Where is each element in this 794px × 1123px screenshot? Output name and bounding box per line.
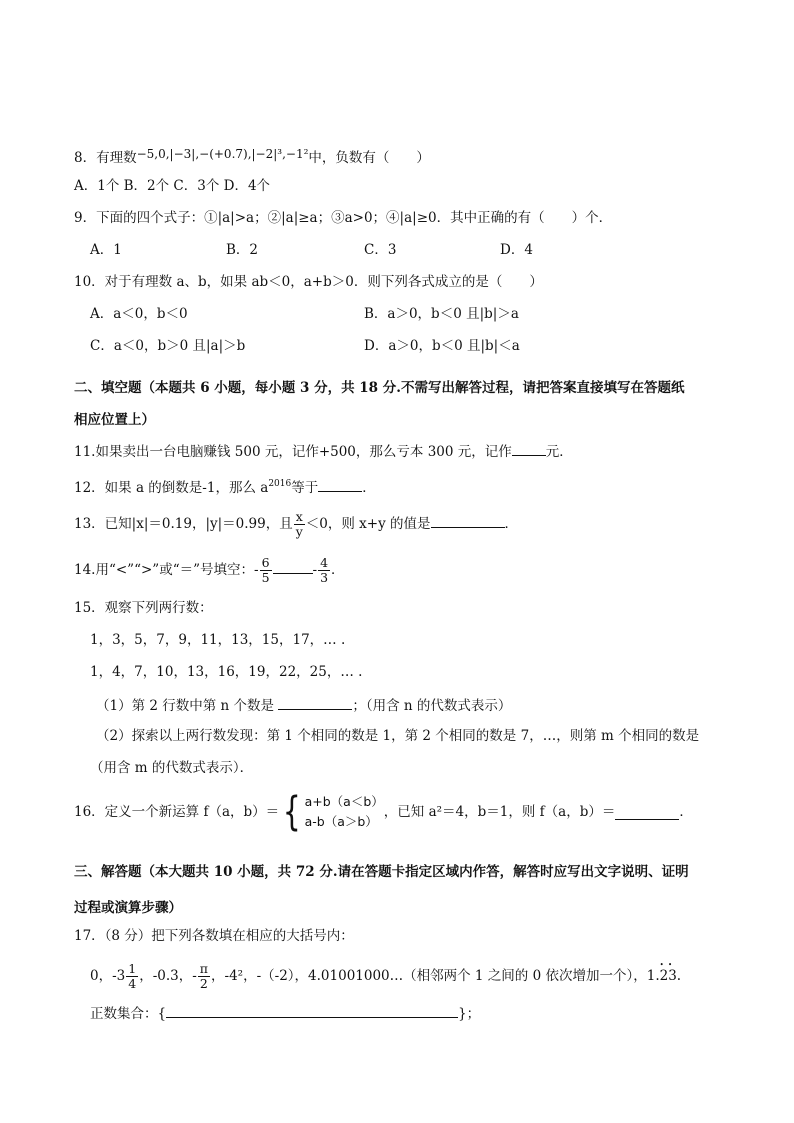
q15-sub1-prefix: （1）第 2 行数中第 n 个数是 (96, 698, 275, 714)
q13-denominator: y (295, 524, 303, 539)
q17-set-label: 正数集合：{ (90, 1006, 167, 1022)
q14-minus: - (312, 562, 318, 578)
q11-suffix: 元． (545, 444, 573, 460)
q16-brace: { (282, 789, 301, 835)
question-16 (74, 789, 693, 835)
q17-numbers-part-1: 0，-3 (90, 968, 126, 984)
q17-set-suffix: }； (458, 1006, 481, 1022)
q17-f2-numerator: π (199, 961, 209, 976)
q14-suffix: ． (331, 562, 345, 578)
section-3-heading: 三、解答题（本大题共 10 小题，共 72 分.请在答题卡指定区域内作答，解答时应写出文字说明、证明 (74, 864, 689, 880)
q13-mid: ＜0，则 x+y 的值是 (305, 516, 431, 532)
question-12 (74, 476, 376, 498)
q8-prefix: 8．有理数 (74, 150, 137, 166)
q14-f2-numerator: 4 (320, 555, 329, 570)
q16-case-1: a+b（a＜b） (304, 794, 384, 809)
question-15: 15．观察下列两行数： (74, 600, 213, 616)
question-9: 9．下面的四个式子：①|a|>a；②|a|≥a；③a>0；④|a|≥0．其中正确的有（ ）个． (74, 210, 613, 226)
q13-prefix: 13．已知|x|＝0.19，|y|＝0.99，且 (74, 516, 293, 532)
q14-fraction-1 (260, 556, 272, 585)
q8-options: A．1个 B．2个 C．3个 D．4个 (74, 178, 271, 194)
q8-suffix: 中，负数有（ ） (308, 150, 430, 166)
section-3-heading-cont: 过程或演算步骤） (74, 900, 182, 916)
q11-answer-blank (512, 440, 546, 456)
q12-answer-blank (318, 476, 362, 492)
q14-answer-blank (273, 558, 313, 574)
q15-sub-2-cont: （用含 m 的代数式表示）． (90, 760, 254, 776)
q17-positive-set (90, 1002, 480, 1024)
q13-answer-blank (431, 512, 505, 528)
q17-f2-denominator: 2 (199, 976, 208, 991)
q17-numbers-part-4: . (676, 968, 682, 984)
q9-option-d: D．4 (500, 242, 533, 258)
q12-exponent: 2016 (268, 479, 292, 489)
q17-fraction-quarter (126, 962, 138, 991)
q17-repeating-decimal: • • 23 (660, 966, 677, 986)
q16-mid: ，已知 a²＝4，b＝1，则 f（a，b）＝ (383, 804, 616, 820)
q15-sub1-suffix: ；（用含 n 的代数式表示） (352, 698, 512, 714)
q12-prefix: 12．如果 a 的倒数是-1，那么 a (74, 480, 269, 496)
q14-f2-denominator: 3 (320, 570, 329, 585)
q8-math: −5,0,|−3|,−(+0.7),|−2|³,−1² (136, 147, 309, 161)
section-2-heading-cont: 相应位置上） (74, 412, 155, 428)
q14-fraction-2 (318, 556, 330, 585)
q11-text: 11.如果卖出一台电脑赚钱 500 元，记作+500，那么亏本 300 元，记作 (74, 444, 512, 460)
q15-sub1-blank (278, 694, 352, 710)
q17-numbers (90, 962, 681, 991)
q16-prefix: 16．定义一个新运算 f（a，b）＝ (74, 804, 280, 820)
q13-numerator: x (295, 509, 303, 524)
q17-numbers-part-3: ，-4²，-（-2），4.01001000…（相邻两个 1 之间的 0 依次增加一个），1. (211, 968, 660, 984)
q15-sub-2: （2）探索以上两行数发现：第 1 个相同的数是 1，第 2 个相同的数是 7，…，则第 m 个相同的数是 (96, 728, 700, 744)
q15-row-1: 1，3，5，7，9，11，13，15，17，… . (90, 632, 346, 648)
q13-suffix: ． (504, 516, 519, 532)
q14-prefix: 14.用“<”“>”或“＝”号填空：- (74, 562, 259, 578)
q17-fraction-pi (198, 962, 210, 991)
q10-option-b: B．a＞0，b＜0 且|b|＞a (364, 306, 519, 322)
question-10: 10．对于有理数 a、b，如果 ab＜0，a+b＞0．则下列各式成立的是（ ） (74, 274, 543, 290)
q12-suffix: ． (362, 480, 376, 496)
q13-fraction (294, 510, 305, 539)
q15-row-2: 1，4，7，10，13，16，19，22，25，… . (90, 664, 363, 680)
q16-cases (305, 792, 384, 832)
q17-numbers-part-2: ，-0.3，- (139, 968, 197, 984)
q14-f1-denominator: 5 (261, 570, 270, 585)
q12-mid: 等于 (291, 480, 319, 496)
q15-sub-1 (96, 694, 511, 716)
q17-positive-set-blank (166, 1002, 458, 1018)
section-2-heading: 二、填空题（本题共 6 小题，每小题 3 分，共 18 分.不需写出解答过程，请把答案直接填写在答题纸 (74, 380, 685, 396)
q9-option-c: C．3 (364, 242, 397, 258)
q10-option-d: D．a＞0，b＜0 且|b|＜a (364, 338, 520, 354)
q14-f1-numerator: 6 (261, 555, 270, 570)
q10-option-a: A．a＜0，b＜0 (90, 306, 188, 322)
q9-option-b: B．2 (226, 242, 259, 258)
q16-case-2: a-b（a＞b） (304, 814, 378, 829)
q10-option-c: C．a＜0，b＞0 且|a|＞b (90, 338, 246, 354)
question-13 (74, 510, 518, 539)
question-17: 17．（8 分）把下列各数填在相应的大括号内： (74, 928, 354, 944)
q17-f1-denominator: 4 (128, 976, 137, 991)
question-14 (74, 556, 345, 585)
question-8 (74, 144, 430, 168)
question-11 (74, 440, 573, 462)
q16-answer-blank (615, 804, 679, 820)
q9-option-a: A．1 (90, 242, 122, 258)
q16-suffix: ． (679, 804, 693, 820)
q17-f1-numerator: 1 (128, 961, 137, 976)
